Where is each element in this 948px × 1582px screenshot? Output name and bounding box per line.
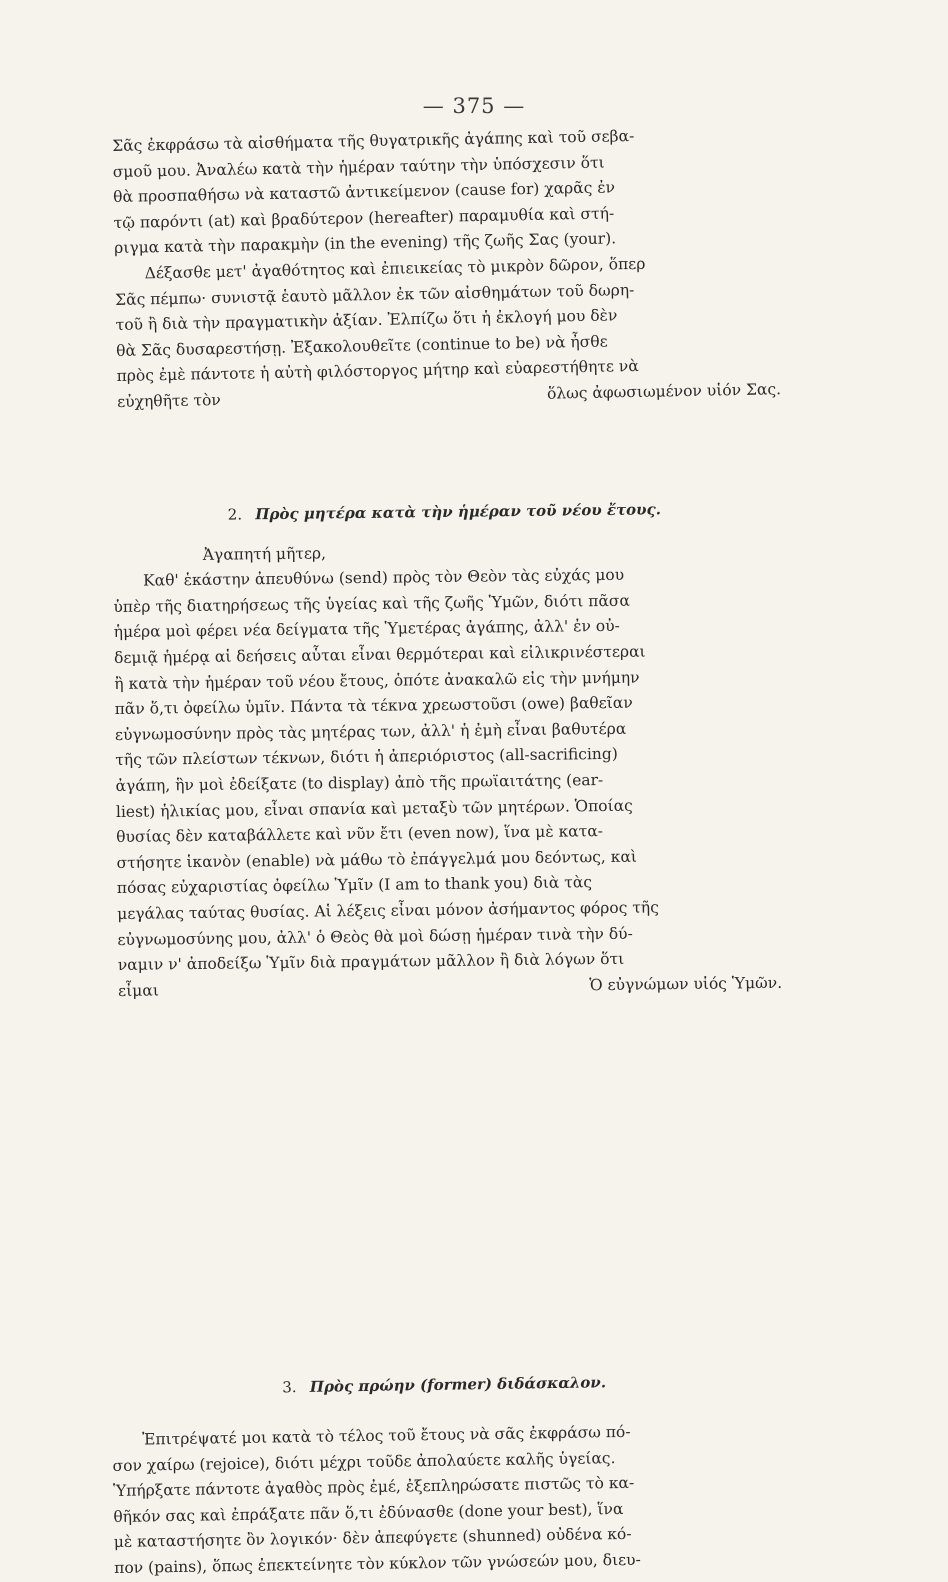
section-3-title: Πρὸς πρώην (former) διδάσκαλον. [309,1373,607,1396]
text-line-content: εὐγνωμοσύνης μου, ἀλλ' ὁ Θεὸς θὰ μοὶ δώσῃ ἡμέραν τινὰ τὴν δύ- [117,924,633,949]
section-2-number: 2. [227,505,243,524]
text-line-content: δεμιᾷ ἡμέρᾳ αἱ δεήσεις αὗται εἶναι θερμότεραι καὶ εἰλικρινέστεραι [113,642,646,667]
text-line-content: Ἐπιτρέψατέ μοι κατὰ τὸ τέλος τοῦ ἔτους νὰ σᾶς ἐκφράσω πό- [142,1422,631,1449]
text-line-content: τοῦ ἢ διὰ τὴν πραγματικὴν ἀξίαν. Ἐλπίζω ὅτι ἡ ἐκλογή μου δὲν [115,306,618,335]
text-line-content: θὰ προσπαθήσω νὰ καταστῶ ἀντικείμενον (cause for) χαρᾶς ἐν [113,178,616,207]
text-line-content: Ὑπήρξατε πάντοτε ἀγαθὸς πρὸς ἐμέ, ἐξεπληρώσατε πιστῶς τὸ κα- [112,1473,635,1501]
text-line-content: ναμιν ν' ἀποδείξω Ὑμῖν διὰ πραγμάτων μᾶλλον ἢ διὰ λόγων ὅτι [117,949,625,975]
text-line-content: θὰ Σᾶς δυσαρεστήσῃ. Ἐξακολουθεῖτε (continue to be) νὰ ἦσθε [115,332,608,360]
text-line-content: Σᾶς πέμπω· συνιστᾷ ἑαυτὸ μᾶλλον ἐκ τῶν αἰσθημάτων τοῦ δωρη- [115,280,635,309]
text-line-content: ριγμα κατὰ τὴν παρακμὴν (in the evening) τῆς ζωῆς Σας (your). [114,229,617,258]
text-line-content: σον χαίρω (rejoice), διότι μέχρι τοῦδε ἀπολαύετε καλῆς ὑγείας. [112,1448,616,1475]
closing-signature: Ὁ εὐγνώμων υἱός Ὑμῶν. [589,973,783,994]
text-line-content: στήσητε ἱκανὸν (enable) νὰ μάθω τὸ ἐπάγγελμά μου δεόντως, καὶ [116,847,638,872]
text-line-content: Σᾶς ἐκφράσω τὰ αἰσθήματα τῆς θυγατρικῆς ἀγάπης καὶ τοῦ σεβα- [112,126,635,155]
text-line-content: ὑπὲρ τῆς διατηρήσεως τῆς ὑγείας καὶ τῆς ζωῆς Ὑμῶν, διότι πᾶσα [113,591,631,616]
text-line-content: πᾶν ὅ,τι ὀφείλω ὑμῖν. Πάντα τὰ τέκνα χρεωστοῦσι (owe) βαθεῖαν [114,693,633,719]
text-line-content: ἡμέρα μοὶ φέρει νέα δείγματα τῆς Ὑμετέρας ἀγάπης, ἀλλ' ἐν οὐ- [113,617,620,642]
text-line-content: ἢ κατὰ τὴν ἡμέραν τοῦ νέου ἔτους, ὁπότε ἀνακαλῶ εἰς τὴν μνήμην [114,668,640,693]
text-line-content: θῆκόν σας καὶ ἐπράξατε πᾶν ὅ,τι ἐδύνασθε (done your best), ἵνα [113,1499,624,1526]
text-line-content: μεγάλας ταύτας θυσίας. Αἱ λέξεις εἶναι μόνον ἀσήμαντος φόρος τῆς [117,898,659,923]
text-line-content: πον (pains), ὅπως ἐπεκτείνητε τὸν κύκλον τῶν γνώσεών μου, διευ- [114,1550,641,1577]
text-line-content: τῆς τῶν πλείστων τέκνων, διότι ἡ ἀπεριόριστος (all-sacrificing) [115,745,618,770]
salutation-text: Ἀγαπητή μῆτερ, [202,543,327,564]
closing-left: εἶμαι [118,981,159,1000]
section-1-text [112,121,781,415]
text-line-content: σμοῦ μου. Ἀναλέω κατὰ τὴν ἡμέραν ταύτην τὴν ὑπόσχεσιν ὅτι [112,153,605,181]
text-line-content: εὐγνωμοσύνην πρὸς τὰς μητέρας των, ἀλλ' ἡ ἐμὴ εἶναι βαθυτέρα [114,719,627,744]
section-3 [112,1368,777,1418]
section-2 [112,482,782,1004]
text-line-content: ἀγάπη, ἣν μοὶ ἐδείξατε (to display) ἀπὸ τῆς πρωϊαιτάτης (ear- [115,770,604,795]
section-2-heading [112,496,776,530]
section-3-number: 3. [282,1378,297,1397]
section-2-text [113,561,782,1004]
text-line-content: liest) ἡλικίας μου, εἶναι σπανία καὶ μεταξὺ τῶν μητέρων. Ὁποίας [115,796,633,821]
closing-left: εὐχηθῆτε τὸν [116,390,221,411]
text-line-content: θυσίας δὲν καταβάλλετε καὶ νῦν ἔτι (even now), ἵνα μὲ κατα- [116,822,604,847]
text-line-content: μὲ καταστήσητε ὂν λογικόν· δὲν ἀπεφύγετε (shunned) οὐδένα κό- [113,1525,632,1552]
text-line-content: Καθ' ἑκάστην ἀπευθύνω (send) πρὸς τὸν Θεὸν τὰς εὐχάς μου [143,565,625,590]
closing-signature: ὅλως ἀφωσιωμένον υἱόν Σας. [546,380,782,403]
text-line-content: τῷ παρόντι (at) καὶ βραδύτερον (hereafter) παραμυθία καὶ στή- [113,204,615,232]
text-line-content: πρὸς ἐμὲ πάντοτε ἡ αὐτὴ φιλόστοργος μήτηρ καὶ εὐαρεστήθητε νὰ [116,357,639,386]
page-number: — 375 — [422,94,526,118]
text-line-content: πόσας εὐχαριστίας ὀφείλω Ὑμῖν (I am to thank you) διὰ τὰς [116,873,593,898]
section-2-title: Πρὸς μητέρα κατὰ τὴν ἡμέραν τοῦ νέου ἔτους. [255,500,661,524]
text-line-content: Δέξασθε μετ' ἀγαθότητος καὶ ἐπιεικείας τὸ μικρὸν δῶρον, ὅπερ [144,254,646,283]
section-3-heading [112,1368,776,1404]
